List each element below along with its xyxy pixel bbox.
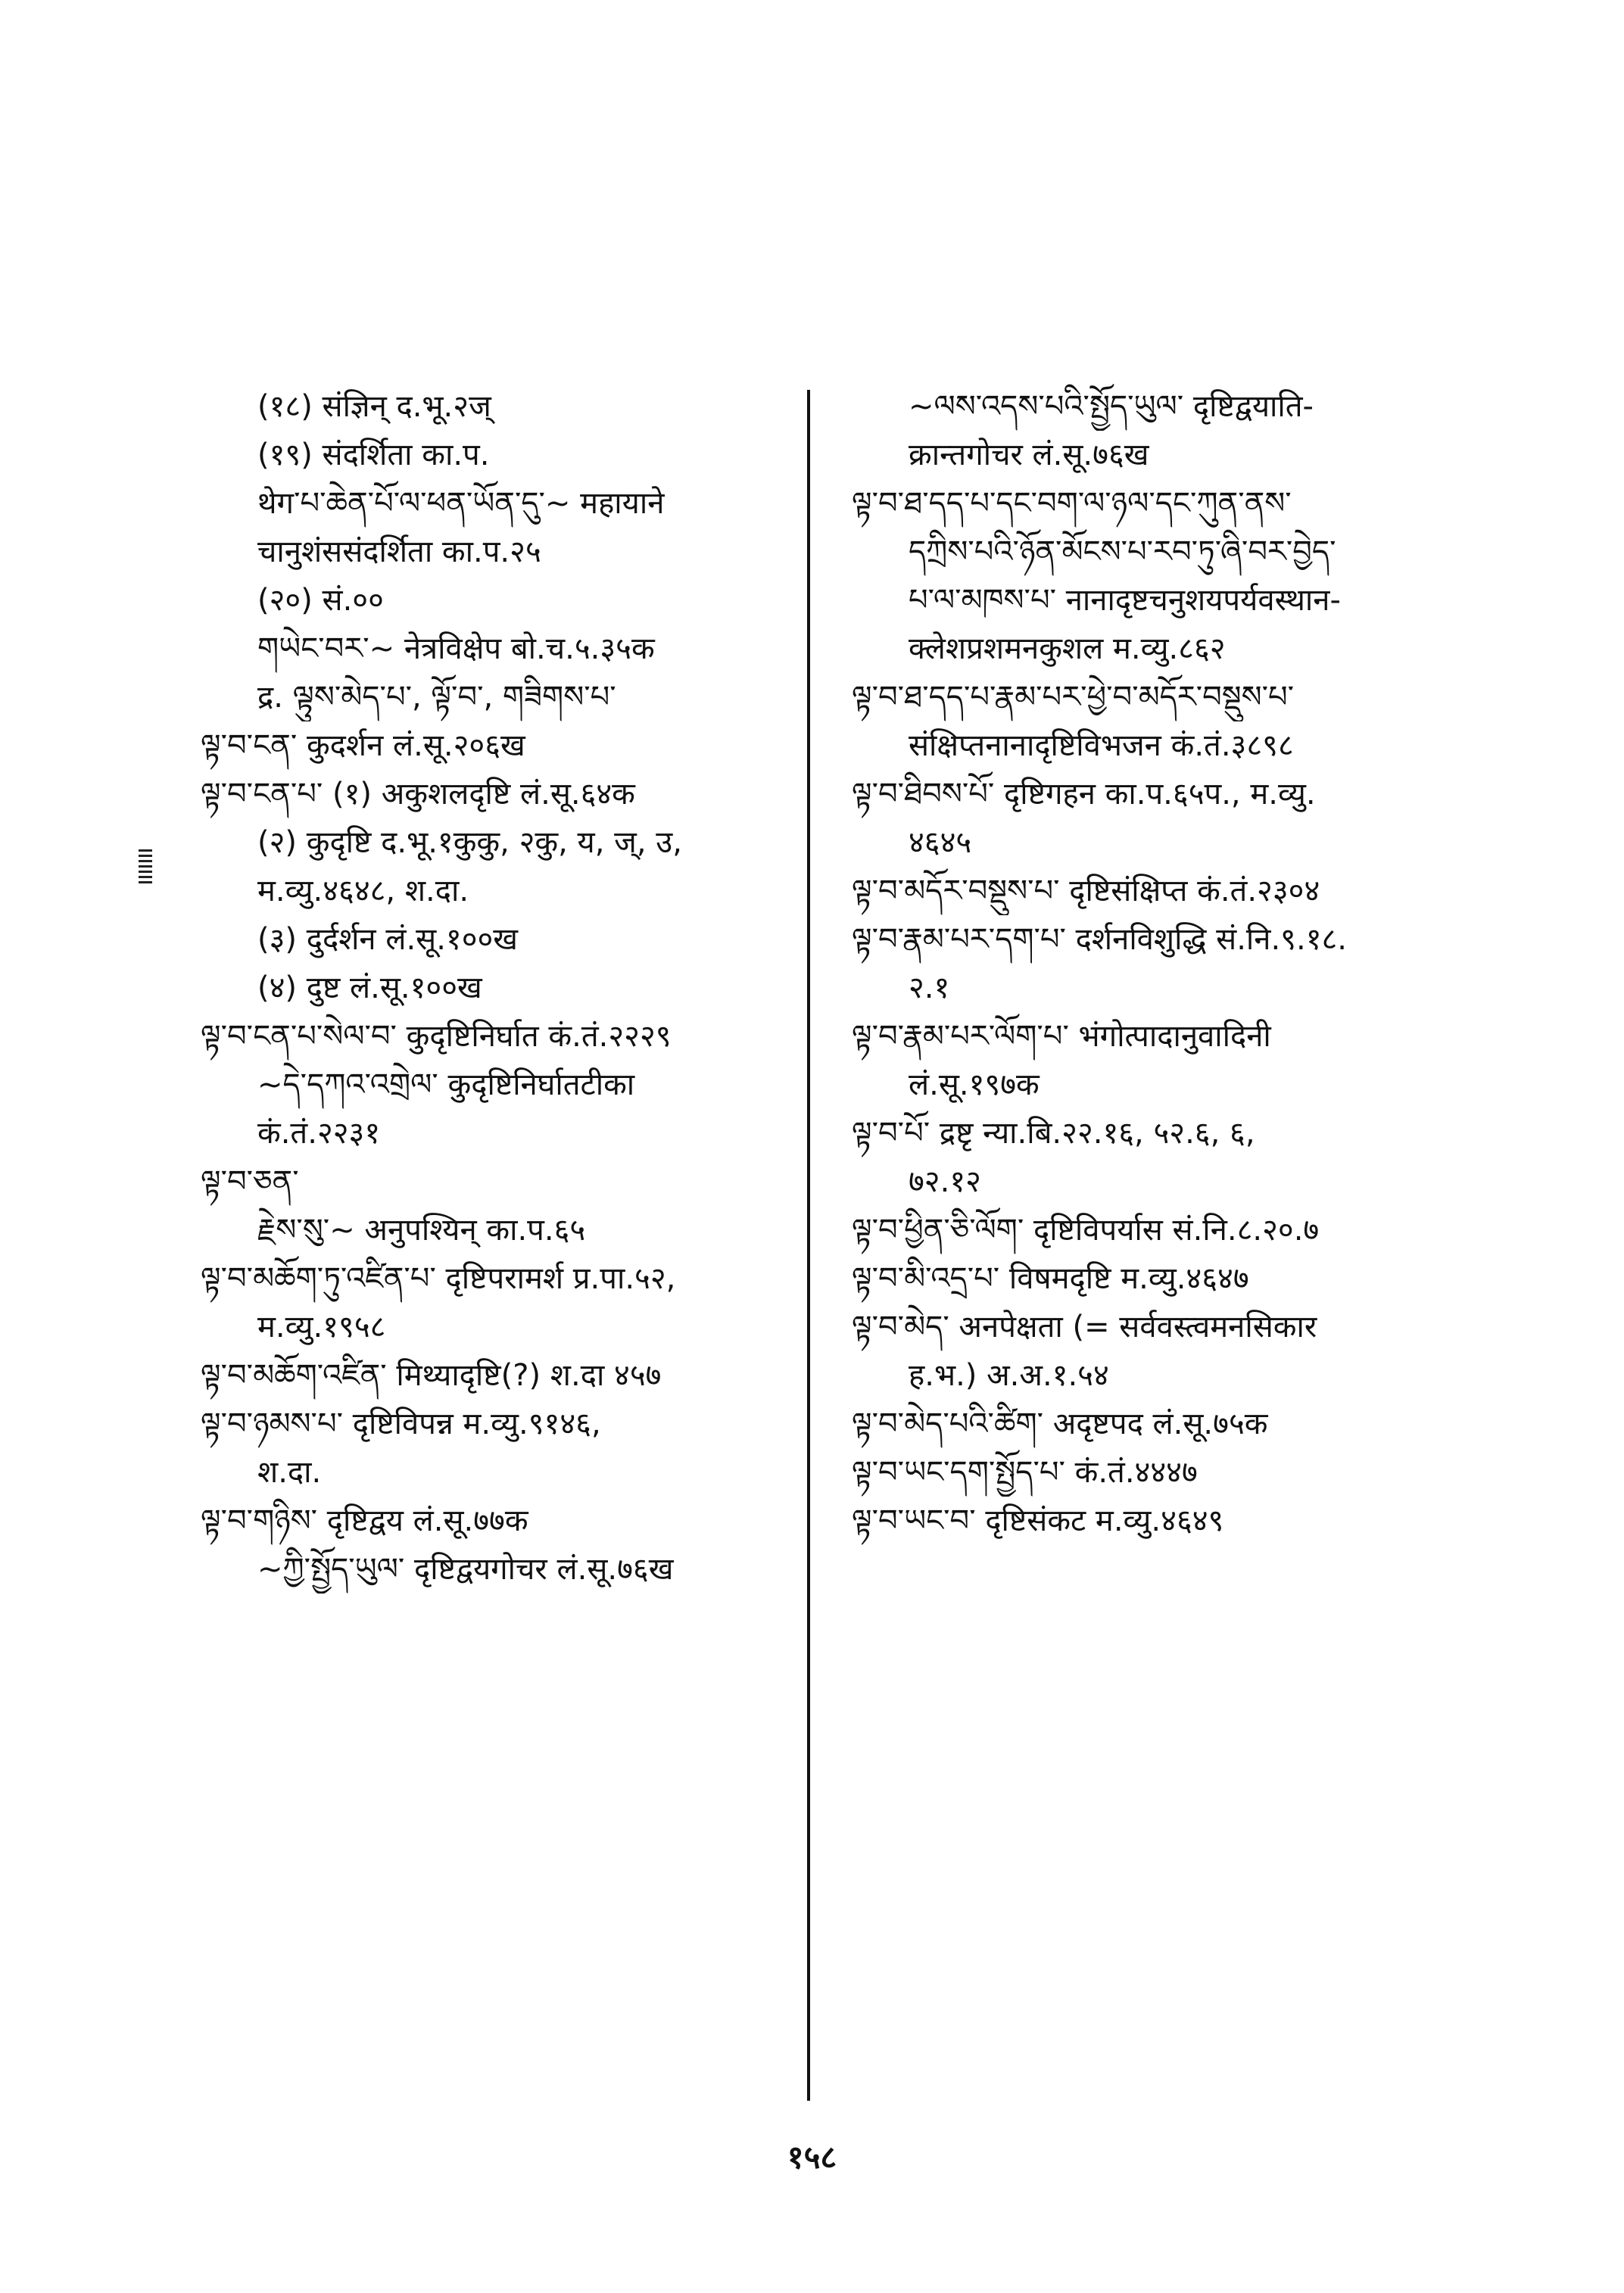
dictionary-line: (१८) संज्ञिन् द.भू.२ज् bbox=[257, 389, 491, 424]
dictionary-line: ७२.१२ bbox=[909, 1164, 981, 1199]
dictionary-line: ལྟ་བ་ངན་པ་ (१) अकुशलदृष्टि लं.सू.६४क bbox=[201, 777, 635, 812]
dictionary-line: (४) दुष्ट लं.सू.१००ख bbox=[257, 970, 482, 1005]
dictionary-line: ལྟ་བ་ཐ་དད་པ་རྣམ་པར་ཕྱེ་བ་མདོར་བསྡུས་པ་ bbox=[852, 680, 1295, 715]
dictionary-line: གཡེང་བར་~ नेत्रविक्षेप बो.च.५.३५क bbox=[257, 631, 655, 666]
dictionary-line: ལྟ་བ་ཅན་ bbox=[201, 1164, 299, 1199]
page-number: १५८ bbox=[787, 2139, 837, 2176]
dictionary-line: རྗེས་སུ་~ अनुपश्यिन् का.प.६५ bbox=[257, 1213, 586, 1248]
margin-mark bbox=[139, 849, 152, 884]
dictionary-line: ལྟ་བ་མཆོག་ཏུ་འཛིན་པ་ दृष्टिपरामर्श प्र.पा.५२, bbox=[201, 1261, 676, 1296]
dictionary-line: चानुशंससंदर्शिता का.प.२५ bbox=[257, 534, 541, 569]
dictionary-line: ལྟ་བ་མེད་པའི་ཚིག་ अदृष्टपद लं.सू.७५क bbox=[852, 1407, 1268, 1441]
dictionary-line: क्रान्तगोचर लं.सू.७६ख bbox=[909, 438, 1149, 472]
dictionary-line: लं.सू.१९७क bbox=[909, 1067, 1040, 1102]
dictionary-line: संक्षिप्तनानादृष्टिविभजन कं.तं.३८९८ bbox=[909, 728, 1294, 763]
dictionary-line: ~ལས་འདས་པའི་སྤྱོད་ཡུལ་ दृष्टिद्वयाति- bbox=[909, 389, 1314, 424]
dictionary-line: थेग་པ་ཆེན་པོ་ལ་ཕན་ཡོན་དུ་~ महायाने bbox=[257, 486, 665, 521]
dictionary-line: (१९) संदर्शिता का.प. bbox=[257, 438, 490, 472]
dictionary-line: ལྟ་བ་མི་འདྲ་པ་ विषमदृष्टि म.व्यु.४६४७ bbox=[852, 1261, 1249, 1296]
dictionary-line: ह.भ.) अ.अ.१.५४ bbox=[909, 1358, 1109, 1393]
dictionary-line: कं.तं.२२३१ bbox=[257, 1116, 381, 1151]
dictionary-line: (२) कुदृष्टि द.भू.१कुकु, २कु, य, ज्, उ, bbox=[257, 825, 682, 860]
dictionary-line: ལྟ་བ་གཉིས་ दृष्टिद्वय लं.सू.७७क bbox=[201, 1503, 528, 1538]
dictionary-line: ལྟ་བ་ཕྱིན་ཅི་ལོག་ दृष्टिविपर्यास सं.नि.८.२०.७ bbox=[852, 1213, 1320, 1248]
dictionary-line: क्लेशप्रशमनकुशल म.व्यु.८६२ bbox=[909, 631, 1226, 666]
dictionary-line: ལྟ་བ་ཡང་བ་ दृष्टिसंकट म.व्यु.४६४९ bbox=[852, 1503, 1224, 1538]
dictionary-line: ~དེ་དཀའ་འགྲེལ་ कुदृष्टिनिर्घातटीका bbox=[257, 1067, 635, 1102]
dictionary-line: ལྟ་བ་ངན་ कुदर्शन लं.सू.२०६ख bbox=[201, 728, 525, 763]
dictionary-line: ལྟ་བ་ཐ་དད་པ་དང་བག་ལ་ཉལ་དང་ཀུན་ནས་ bbox=[852, 486, 1292, 521]
dictionary-line: म.व्यु.१९५८ bbox=[257, 1310, 386, 1344]
dictionary-line: ལྟ་བ་པོ་ द्रष्टृ न्या.बि.२२.१६, ५२.६, ६, bbox=[852, 1116, 1255, 1151]
dictionary-line: (३) दुर्दर्शन लं.सू.१००ख bbox=[257, 922, 519, 957]
column-divider bbox=[807, 390, 810, 2101]
dictionary-line: ལྟ་བ་རྣམ་པར་ལོག་པ་ भंगोत्पादानुवादिनी bbox=[852, 1019, 1271, 1054]
dictionary-line: ལྟ་བ་མདོར་བསྡུས་པ་ दृष्टिसंक्षिप्त कं.तं.२३०४ bbox=[852, 874, 1320, 908]
right-column bbox=[852, 382, 1457, 1545]
dictionary-line: (२०) सं.०० bbox=[257, 583, 384, 618]
dictionary-line: ལྟ་བ་ཉམས་པ་ दृष्टिविपन्न म.व्यु.९१४६, bbox=[201, 1407, 601, 1441]
left-column bbox=[201, 382, 791, 1594]
dictionary-line: ལྟ་བ་མེད་ अनपेक्षता (= सर्ववस्त्वमनसिकार bbox=[852, 1310, 1317, 1344]
dictionary-line: ལྟ་བ་རྣམ་པར་དག་པ་ दर्शनविशुद्धि सं.नि.९.१८. bbox=[852, 922, 1348, 957]
dictionary-line: २.१ bbox=[909, 970, 950, 1005]
dictionary-line: म.व्यु.४६४८, श.दा. bbox=[257, 874, 469, 908]
dictionary-line: श.दा. bbox=[257, 1455, 322, 1490]
dictionary-line: ལྟ་བ་མཆོག་འཛིན་ मिथ्यादृष्टि(?) श.दा ४५७ bbox=[201, 1358, 662, 1393]
dictionary-line: ལྟ་བ་ཐིབས་པོ་ दृष्टिगहन का.प.६५प., म.व्यु. bbox=[852, 777, 1316, 812]
dictionary-line: དཀྲིས་པའི་ཉོན་མོངས་པ་རབ་ཏུ་ཞི་བར་བྱེད་ bbox=[909, 534, 1336, 569]
dictionary-line: ལྟ་བ་ཡང་དག་སྤྱོད་པ་ कं.तं.४४४७ bbox=[852, 1455, 1198, 1490]
dictionary-line: པ་ལ་མཁས་པ་ नानादृष्टचनुशयपर्यवस्थान- bbox=[909, 583, 1341, 618]
dictionary-line: ४६४५ bbox=[909, 825, 972, 860]
dictionary-line: ~ཀྱི་སྤྱོད་ཡུལ་ दृष्टिद्वयगोचर लं.सू.७६ख bbox=[257, 1552, 674, 1587]
dictionary-line: द्र. ལྟུས་མེད་པ་, ལྟོ་བ་, གཟིགས་པ་ bbox=[257, 680, 616, 715]
dictionary-line: ལྟ་བ་ངན་པ་སེལ་བ་ कुदृष्टिनिर्घात कं.तं.२२२९ bbox=[201, 1019, 672, 1054]
